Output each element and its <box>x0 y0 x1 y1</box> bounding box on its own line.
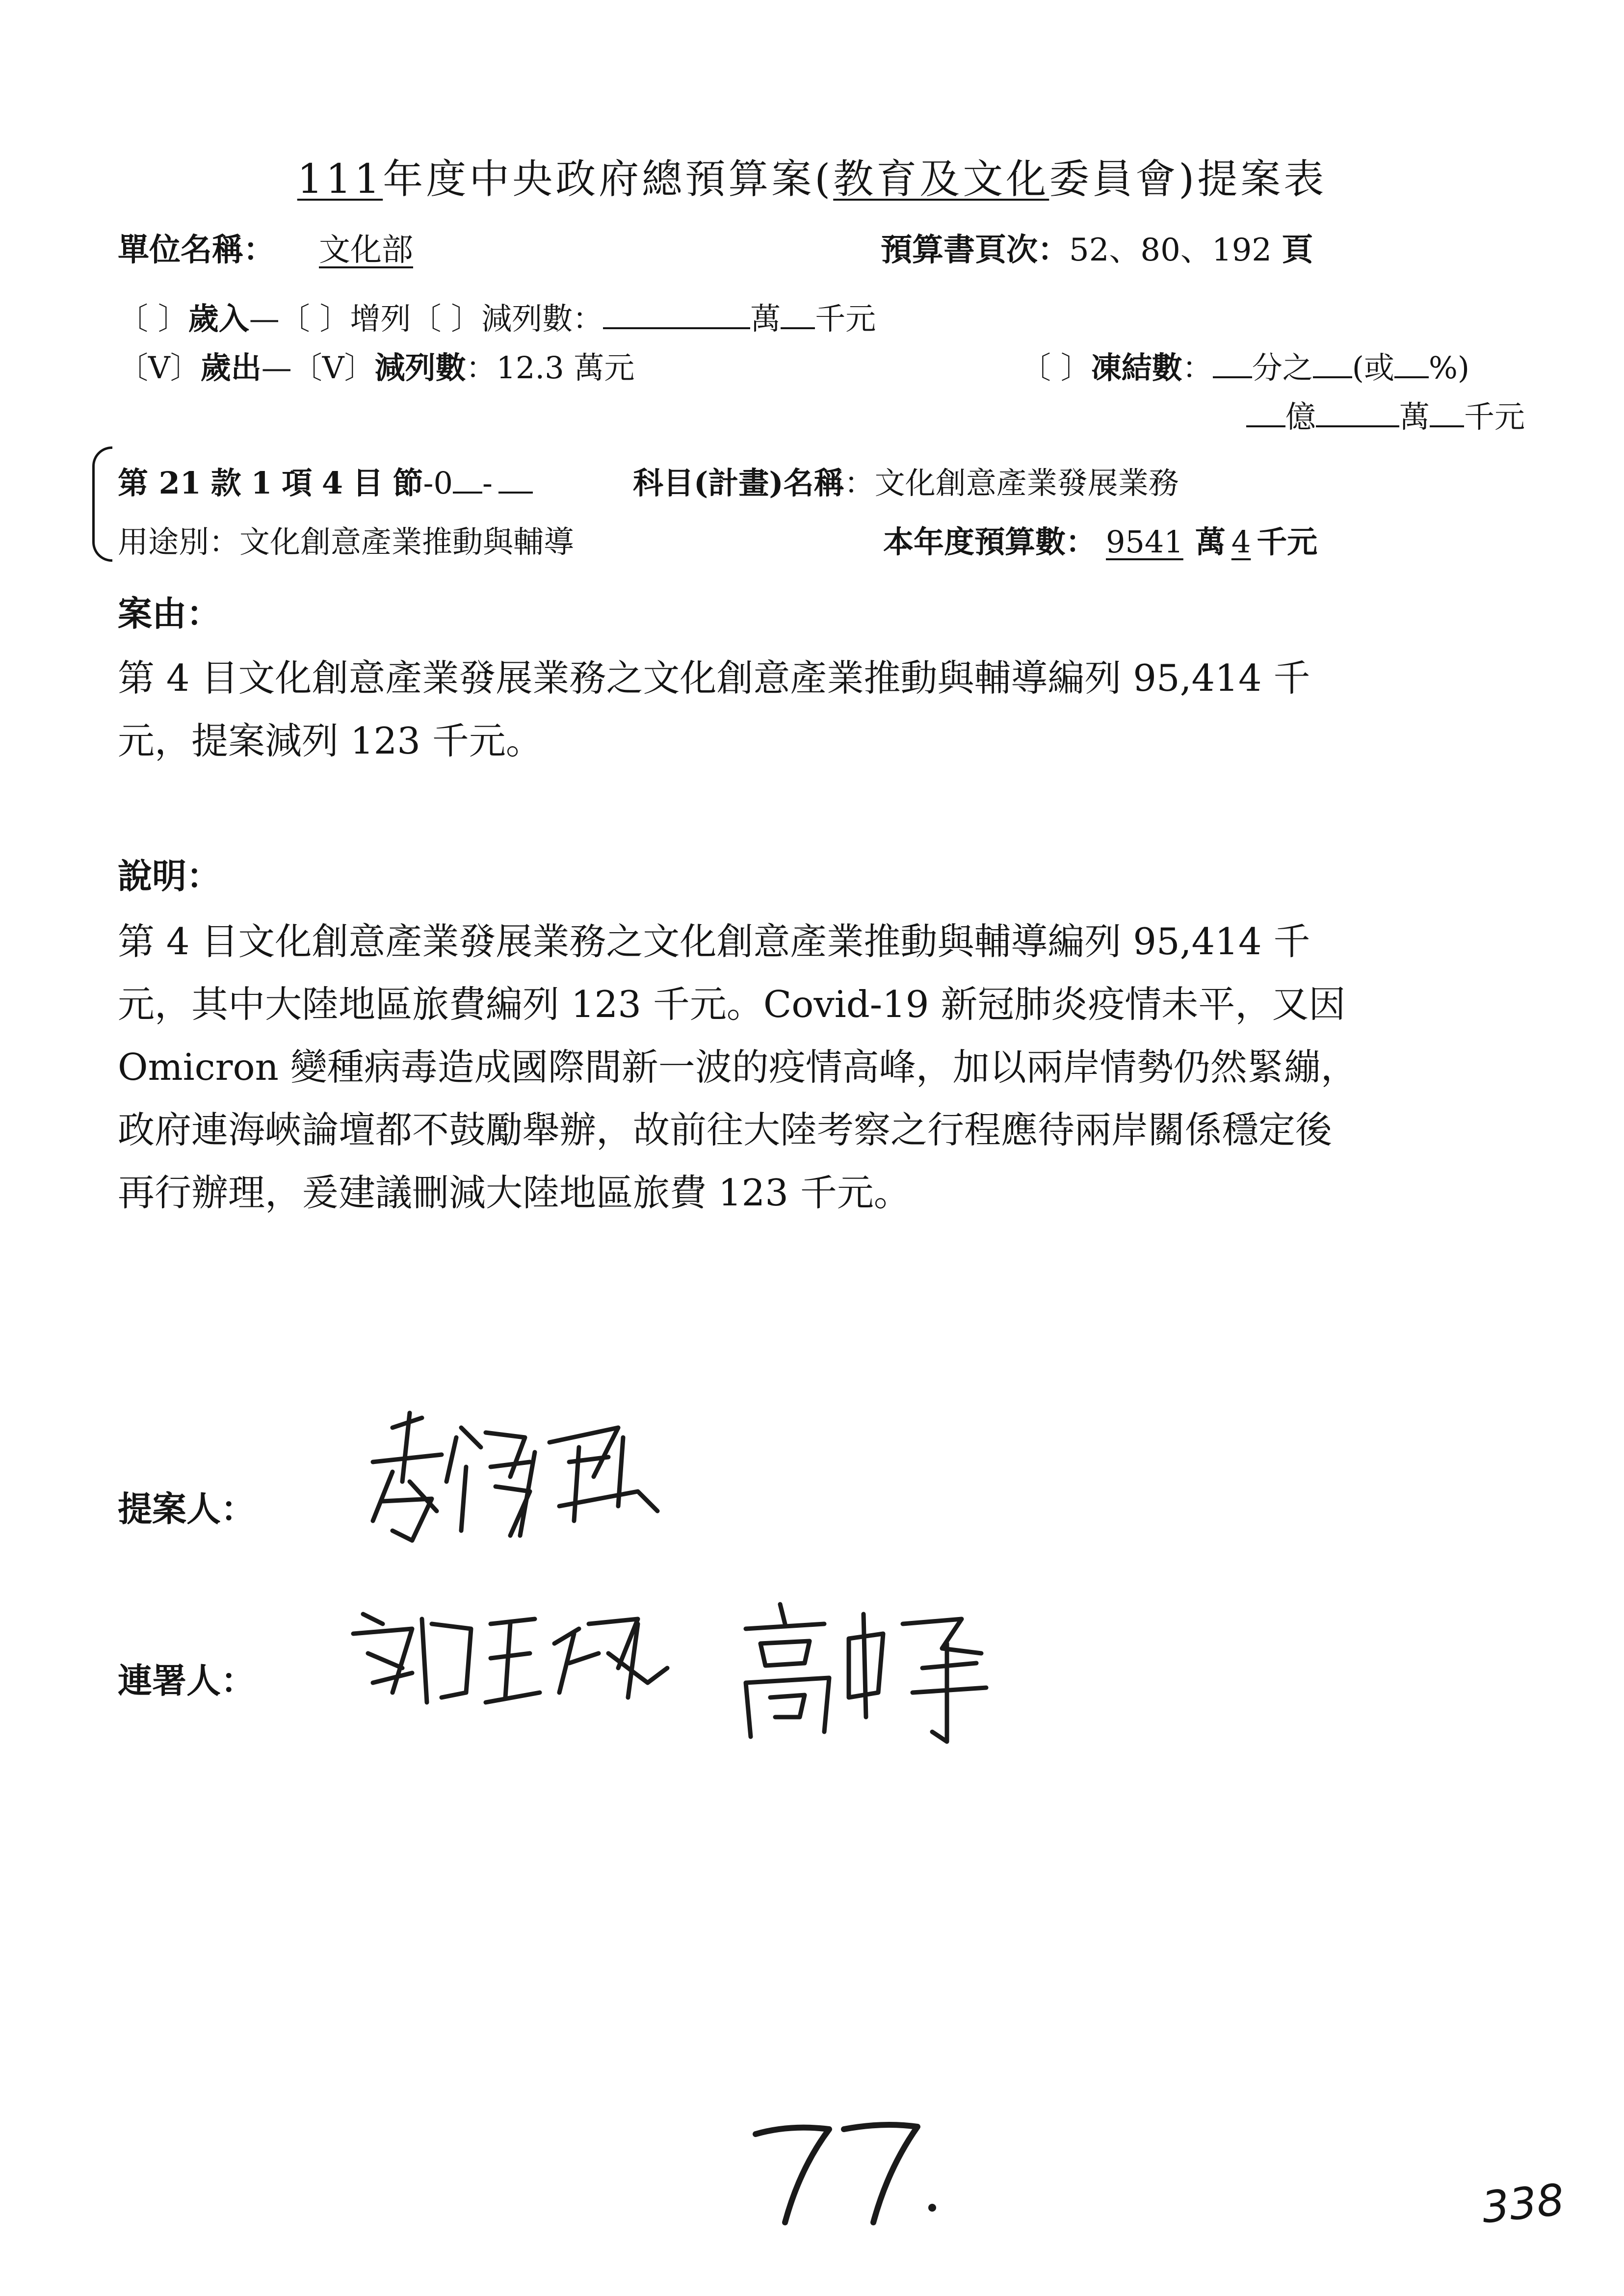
freeze-fen-zhi: 分之 <box>1252 350 1313 386</box>
freeze-row <box>1021 343 1469 387</box>
kuan-label: 款 <box>210 465 241 501</box>
explanation-line-2: 元，其中大陸地區旅費編列 123 千元。Covid-19 新冠肺炎疫情未平，又因 <box>118 983 1346 1026</box>
title-text-b: 委員會)提案表 <box>1049 156 1327 203</box>
explanation-line-4: 政府連海峽論壇都不鼓勵舉辦，故前往大陸考察之行程應待兩岸關係穩定後 <box>118 1108 1333 1151</box>
expenditure-colon: ： <box>466 350 497 386</box>
explanation-line-3: Omicron 變種病毒造成國際間新一波的疫情高峰，加以兩岸情勢仍然緊繃， <box>118 1045 1358 1089</box>
budget-pages-label: 預算書頁次： <box>881 232 1069 268</box>
budget-wan-label: 萬 <box>1195 524 1226 560</box>
purpose-row <box>118 518 574 561</box>
subject-colon: ： <box>844 465 875 501</box>
purpose-value: 文化創意產業推動與輔導 <box>239 524 575 560</box>
freeze-checkbox: 〔 〕 <box>1021 350 1091 386</box>
revenue-label: 歲入 <box>188 301 249 337</box>
title-text-a: 年度中央政府總預算案( <box>383 156 834 203</box>
budget-qian-value: 4 <box>1231 524 1251 560</box>
unit-label: 單位名稱： <box>118 232 275 268</box>
item-bracket <box>92 446 112 562</box>
explanation-line-5: 再行辦理，爰建議刪減大陸地區旅費 123 千元。 <box>118 1171 911 1214</box>
expenditure-amount: 12.3 <box>496 350 564 386</box>
expenditure-decrease-label: 減列數 <box>374 350 466 386</box>
freeze-pct-close: %) <box>1428 350 1470 386</box>
freeze-yi-blank <box>1246 400 1285 427</box>
budget-pages-row <box>881 225 1313 270</box>
form-title <box>0 147 1624 205</box>
title-year: 111 <box>297 156 383 203</box>
title-committee: 教育及文化 <box>833 156 1049 203</box>
item-row <box>118 459 533 502</box>
revenue-qian-blank <box>781 302 815 329</box>
freeze-wan: 萬 <box>1399 399 1430 435</box>
revenue-wan: 萬 <box>750 301 781 337</box>
jie-blank-1 <box>453 466 482 494</box>
proposer-label: 提案人： <box>118 1488 255 1529</box>
jie-dash: - <box>482 465 493 501</box>
proposer-signature <box>363 1408 677 1570</box>
freeze-label: 凍結數 <box>1091 350 1182 386</box>
budget-label: 本年度預算數： <box>883 524 1097 560</box>
budget-pages-suffix: 頁 <box>1282 232 1313 268</box>
case-line-2: 元，提案減列 123 千元。 <box>118 719 543 762</box>
revenue-decrease-label: 減列數： <box>481 301 603 337</box>
purpose-label: 用途別： <box>118 524 240 560</box>
budget-pages-value: 52、80、192 <box>1069 232 1272 268</box>
freeze-or-open: (或 <box>1352 350 1394 386</box>
revenue-increase-label: 增列 <box>350 301 411 337</box>
expenditure-row <box>118 343 634 387</box>
case-line-1: 第 4 目文化創意產業發展業務之文化創意產業推動與輔導編列 95,414 千 <box>118 656 1310 700</box>
expenditure-label: 歲出 <box>200 350 262 386</box>
revenue-increase-checkbox: 〔 〕 <box>279 301 350 337</box>
expenditure-checkbox: 〔V〕 <box>118 350 201 386</box>
revenue-decrease-checkbox: 〔 〕 <box>411 301 482 337</box>
cosigner-signature-2 <box>726 1594 1001 1751</box>
revenue-qian: 千元 <box>815 301 876 337</box>
subject-row <box>633 459 1179 502</box>
freeze-amount-row <box>1246 392 1525 436</box>
expenditure-decrease-checkbox: 〔V〕 <box>291 350 375 386</box>
revenue-amount-blank <box>603 302 750 329</box>
xiang-label: 項 <box>282 465 313 501</box>
unit-value: 文化部 <box>319 232 413 268</box>
expenditure-unit: 萬元 <box>574 350 635 386</box>
budget-qian-label: 千元 <box>1257 524 1318 560</box>
freeze-denom-blank <box>1313 351 1352 378</box>
revenue-dash: — <box>249 301 280 337</box>
explanation-heading: 說明： <box>118 856 221 896</box>
freeze-wan-blank <box>1316 400 1399 427</box>
freeze-yi: 億 <box>1285 399 1316 435</box>
freeze-qian: 千元 <box>1464 399 1525 435</box>
freeze-pct-blank <box>1394 351 1429 378</box>
xiang-no: 1 <box>251 465 272 501</box>
cosigner-label: 連署人： <box>118 1660 255 1701</box>
freeze-colon: ： <box>1182 350 1213 386</box>
case-heading: 案由： <box>118 593 221 634</box>
jie-value: -0 <box>423 465 453 501</box>
cosigner-signature-1 <box>343 1594 687 1722</box>
subject-value: 文化創意產業發展業務 <box>874 465 1179 501</box>
revenue-checkbox: 〔 〕 <box>118 301 188 337</box>
explanation-line-1: 第 4 目文化創意產業發展業務之文化創意產業推動與輔導編列 95,414 千 <box>118 920 1310 963</box>
kuan-no: 第 21 <box>118 465 201 501</box>
mu-no: 4 <box>321 465 343 501</box>
freeze-numer-blank <box>1213 351 1252 378</box>
corner-page-number: 338 <box>1479 2174 1567 2233</box>
revenue-row <box>118 294 876 338</box>
budget-row <box>883 518 1317 561</box>
subject-label: 科目(計畫)名稱 <box>633 465 844 501</box>
jie-label: 節 <box>393 465 423 501</box>
jie-blank-2 <box>498 466 533 494</box>
unit-row <box>118 225 461 270</box>
mu-label: 目 <box>352 465 383 501</box>
budget-wan-value: 9541 <box>1106 524 1183 560</box>
freeze-qian-blank <box>1430 400 1464 427</box>
page-number-handwritten <box>746 2110 952 2227</box>
expenditure-dash: — <box>261 350 292 386</box>
